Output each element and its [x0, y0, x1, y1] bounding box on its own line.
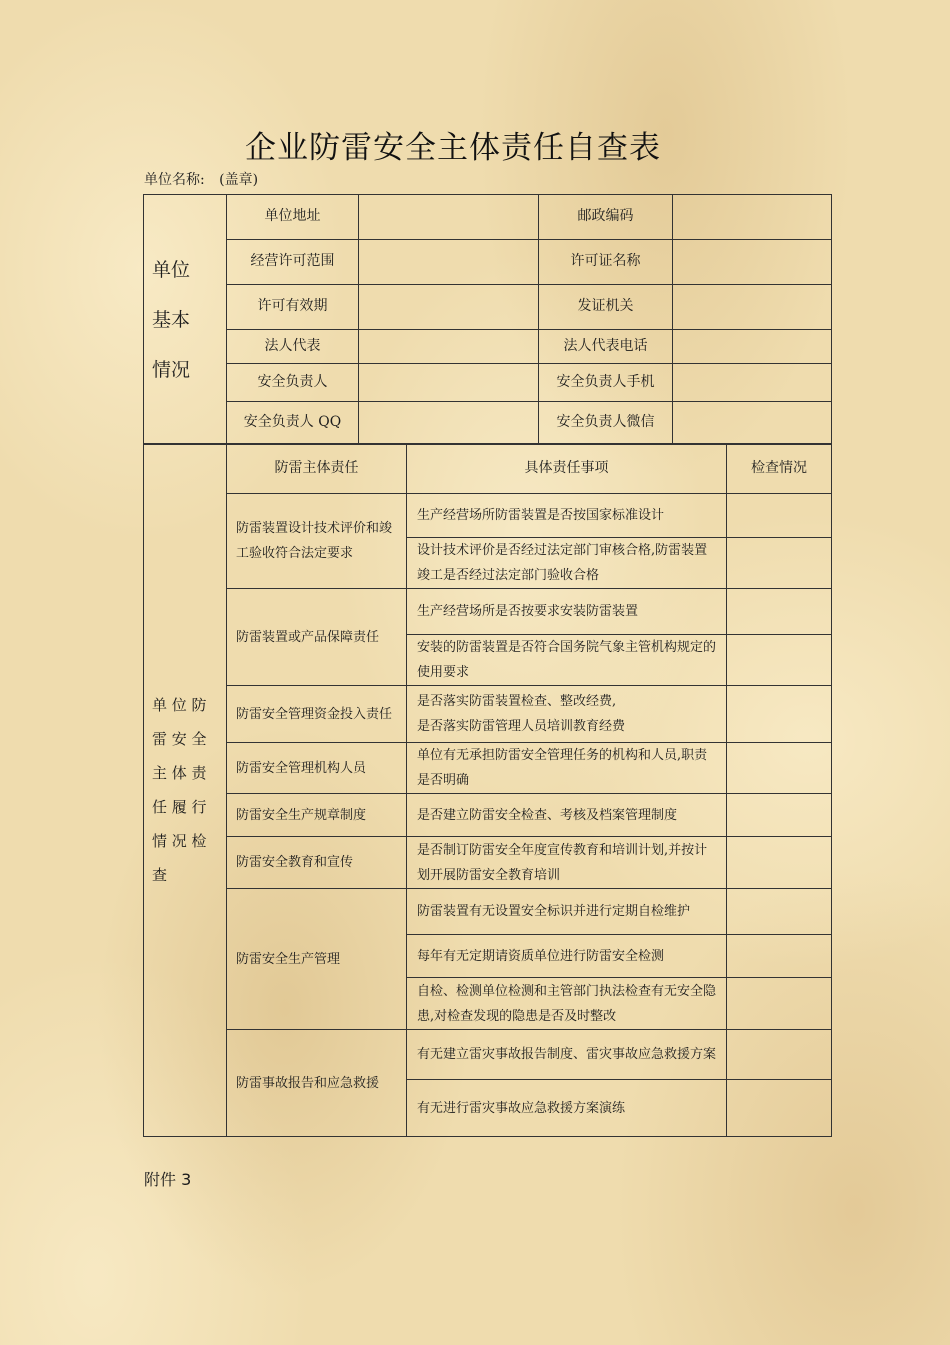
table-row	[144, 743, 832, 794]
item-cell: 设计技术评价是否经过法定部门审核合格,防雷装置竣工是否经过法定部门验收合格	[407, 538, 727, 589]
responsibility-cell: 防雷装置或产品保障责任	[227, 589, 407, 686]
field-label: 许可证名称	[539, 240, 673, 285]
field-label: 经营许可范围	[227, 240, 359, 285]
field-value-cell[interactable]	[673, 240, 832, 285]
status-cell[interactable]	[727, 1080, 832, 1137]
field-value-cell[interactable]	[673, 195, 832, 240]
item-cell: 生产经营场所防雷装置是否按国家标准设计	[407, 494, 727, 538]
status-cell[interactable]	[727, 589, 832, 635]
field-value-cell[interactable]	[673, 364, 832, 402]
table-row	[144, 494, 832, 538]
field-value-cell[interactable]	[359, 195, 539, 240]
status-cell[interactable]	[727, 686, 832, 743]
basic-info-table	[143, 194, 832, 445]
item-cell: 有无进行雷灾事故应急救援方案演练	[407, 1080, 727, 1137]
item-cell: 每年有无定期请资质单位进行防雷安全检测	[407, 935, 727, 978]
status-cell[interactable]	[727, 1030, 832, 1080]
header-status: 检查情况	[727, 444, 832, 494]
responsibility-cell: 防雷安全管理机构人员	[227, 743, 407, 794]
item-cell: 安装的防雷装置是否符合国务院气象主管机构规定的使用要求	[407, 635, 727, 686]
table-row	[144, 794, 832, 837]
item-cell: 是否制订防雷安全年度宣传教育和培训计划,并按计划开展防雷安全教育培训	[407, 837, 727, 889]
status-cell[interactable]	[727, 794, 832, 837]
item-cell: 防雷装置有无设置安全标识并进行定期自检维护	[407, 889, 727, 935]
field-value-cell[interactable]	[359, 285, 539, 330]
table-row	[144, 837, 832, 889]
header-items: 具体责任事项	[407, 444, 727, 494]
status-cell[interactable]	[727, 635, 832, 686]
item-cell: 是否建立防雷安全检查、考核及档案管理制度	[407, 794, 727, 837]
responsibility-check-table	[143, 443, 832, 1137]
basic-info-section-label: 单位 基本 情况	[144, 195, 227, 445]
field-label: 安全负责人	[227, 364, 359, 402]
item-cell: 自检、检测单位检测和主管部门执法检查有无安全隐患,对检查发现的隐患是否及时整改	[407, 978, 727, 1030]
header-responsibility: 防雷主体责任	[227, 444, 407, 494]
field-value-cell[interactable]	[359, 240, 539, 285]
field-label: 法人代表	[227, 330, 359, 364]
responsibility-cell: 防雷安全生产规章制度	[227, 794, 407, 837]
check-section-label: 单 位 防 雷 安 全 主 体 责 任 履 行 情 况 检 查	[144, 444, 227, 1137]
table-row	[144, 889, 832, 935]
status-cell[interactable]	[727, 743, 832, 794]
seal-note: (盖章)	[219, 172, 259, 188]
field-value-cell[interactable]	[673, 402, 832, 445]
item-cell: 是否落实防雷装置检查、整改经费, 是否落实防雷管理人员培训教育经费	[407, 686, 727, 743]
field-label: 发证机关	[539, 285, 673, 330]
field-value-cell[interactable]	[359, 364, 539, 402]
status-cell[interactable]	[727, 538, 832, 589]
responsibility-cell: 防雷装置设计技术评价和竣工验收符合法定要求	[227, 494, 407, 589]
field-label: 许可有效期	[227, 285, 359, 330]
status-cell[interactable]	[727, 889, 832, 935]
table-row	[144, 1030, 832, 1080]
table-row	[144, 686, 832, 743]
item-cell: 单位有无承担防雷安全管理任务的机构和人员,职责是否明确	[407, 743, 727, 794]
status-cell[interactable]	[727, 935, 832, 978]
header-row	[144, 444, 832, 494]
field-value-cell[interactable]	[673, 285, 832, 330]
item-cell: 生产经营场所是否按要求安装防雷装置	[407, 589, 727, 635]
field-value-cell[interactable]	[359, 402, 539, 445]
responsibility-cell: 防雷安全教育和宣传	[227, 837, 407, 889]
page-title: 企业防雷安全主体责任自查表	[245, 130, 661, 166]
table-row	[144, 589, 832, 635]
field-label: 安全负责人微信	[539, 402, 673, 445]
item-cell: 有无建立雷灾事故报告制度、雷灾事故应急救援方案	[407, 1030, 727, 1080]
responsibility-cell: 防雷安全管理资金投入责任	[227, 686, 407, 743]
status-cell[interactable]	[727, 837, 832, 889]
field-label: 法人代表电话	[539, 330, 673, 364]
field-value-cell[interactable]	[359, 330, 539, 364]
attachment-label: 附件 3	[144, 1170, 192, 1189]
field-label: 安全负责人手机	[539, 364, 673, 402]
field-label: 安全负责人 QQ	[227, 402, 359, 445]
field-label: 邮政编码	[539, 195, 673, 240]
field-label: 单位地址	[227, 195, 359, 240]
unit-name-label: 单位名称:	[144, 172, 205, 188]
unit-name-line	[144, 169, 258, 189]
field-value-cell[interactable]	[673, 330, 832, 364]
status-cell[interactable]	[727, 494, 832, 538]
status-cell[interactable]	[727, 978, 832, 1030]
responsibility-cell: 防雷安全生产管理	[227, 889, 407, 1030]
responsibility-cell: 防雷事故报告和应急救援	[227, 1030, 407, 1137]
